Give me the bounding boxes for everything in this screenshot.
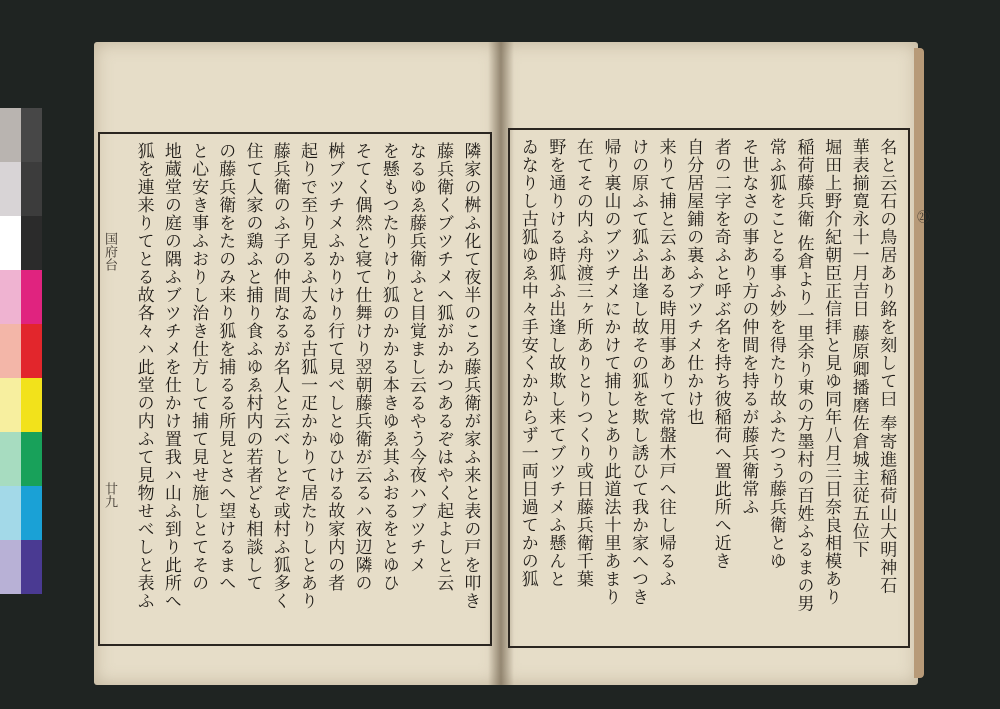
calibration-chip (0, 432, 21, 486)
text-column: 来りて捕と云ふある時用事ありて常盤木戸へ往し帰るふ (655, 138, 676, 588)
margin-number: ㉑ (914, 210, 929, 223)
text-column: ゐなりし古狐ゆゑ中々手安くかからず一両日過てかの狐 (517, 138, 538, 588)
folio-number: 廿九 (102, 482, 117, 508)
text-column: 野を通りける時狐ふ出逢し故欺し来てブツチメふ懸んと (545, 138, 566, 588)
calibration-chip (0, 216, 21, 270)
text-column: 者の二字を奇ふと呼ぶ名を持ち彼稲荷へ置此所へ近き (710, 138, 731, 570)
calibration-chip (21, 324, 42, 378)
text-column: 華表揃寛永十一月吉日 藤原卿播磨佐倉城主従五位下 (848, 138, 869, 559)
text-column: 常ふ狐をことる事ふ妙を得たり故ふたつう藤兵衛とゆ (765, 138, 786, 570)
text-column: 帰り裏山のブツチメにかけて捕しとあり此道法十里あまり (600, 138, 621, 606)
text-column: 地蔵堂の庭の隅ふブツチメを仕かけ置我ハ山ふ到り此所へ (160, 142, 181, 610)
margin-title: 国府台 (102, 232, 117, 271)
text-column: 稲荷藤兵衛 佐倉より一里余り東の方墨村の百姓ふるまの男 (793, 138, 814, 613)
calibration-chip (0, 324, 21, 378)
calibration-chip (0, 378, 21, 432)
text-column: そ世なさの事あり方の仲間を持るが藤兵衛常ふ (738, 138, 759, 516)
text-column: 起りで至り見るふ大ゐる古狐一疋かかりて居たりしとあり (297, 142, 317, 610)
text-column: 名と云石の鳥居あり銘を刻して曰 奉寄進稲荷山大明神石 (876, 138, 897, 595)
calibration-chip (21, 378, 42, 432)
calibration-chip (21, 486, 42, 540)
text-column: 住て人家の鶏ふと捕り食ふゆゑ村内の若者ども相談して (242, 142, 263, 592)
calibration-chip (21, 432, 42, 486)
text-column: 堀田上野介紀朝臣正信拝と見ゆ同年八月三日奈良相模あり (821, 138, 842, 606)
text-column: 狐を連来りてとる故各々ハ此堂の内ふて見物せべしと表ふ (133, 142, 154, 610)
text-column: と心安き事ふおりし治き仕方して捕て見せ施しとてその (188, 142, 209, 592)
text-column: そてく偶然と寝て仕舞けり翌朝藤兵衛が云るハ夜辺隣の (351, 142, 372, 592)
calibration-chip (0, 108, 21, 162)
calibration-chip (21, 108, 42, 162)
calibration-chip (21, 270, 42, 324)
calibration-chip (0, 270, 21, 324)
calibration-chip (0, 486, 21, 540)
calibration-chip (21, 216, 42, 270)
calibration-chip (21, 540, 42, 594)
text-column: 藤兵衛のふ子の仲間なるが名人と云べしとぞ或村ふ狐多く (269, 142, 290, 610)
text-column: 在てその内ふ舟渡三ヶ所ありとりつくり或日藤兵衛千葉 (572, 138, 593, 588)
text-column: けの原ふて狐ふ出逢し故その狐を欺し誘ひて我か家へつき (628, 138, 649, 606)
text-column: を懸もつたりけり狐のかかる本きゆゑ其ふおるをとゆひ (378, 142, 399, 592)
text-column: 隣家の桝ふ化て夜半のころ藤兵衛が家ふ来と表の戸を叩き (460, 142, 481, 610)
text-column: なるゆゑ藤兵衛ふと目覚まし云るやう今夜ハブツチメ (405, 142, 426, 574)
text-column: の藤兵衛をたのみ来り狐を捕るる所見とさへ望けるまへ (215, 142, 236, 592)
text-column: 桝ブツチメふかりけり行て見べしとゆひける故家内の者 (324, 142, 345, 592)
calibration-chip (0, 162, 21, 216)
calibration-chip (0, 540, 21, 594)
page-edge (914, 48, 924, 678)
text-column: 藤兵衛くブツチメへ狐がかかつあるぞはやく起よしと云 (433, 142, 454, 592)
color-calibration-strip (0, 108, 42, 598)
calibration-chip (21, 162, 42, 216)
text-column: 自分居屋鋪の裏ふブツチメ仕かけ也 (683, 138, 704, 426)
